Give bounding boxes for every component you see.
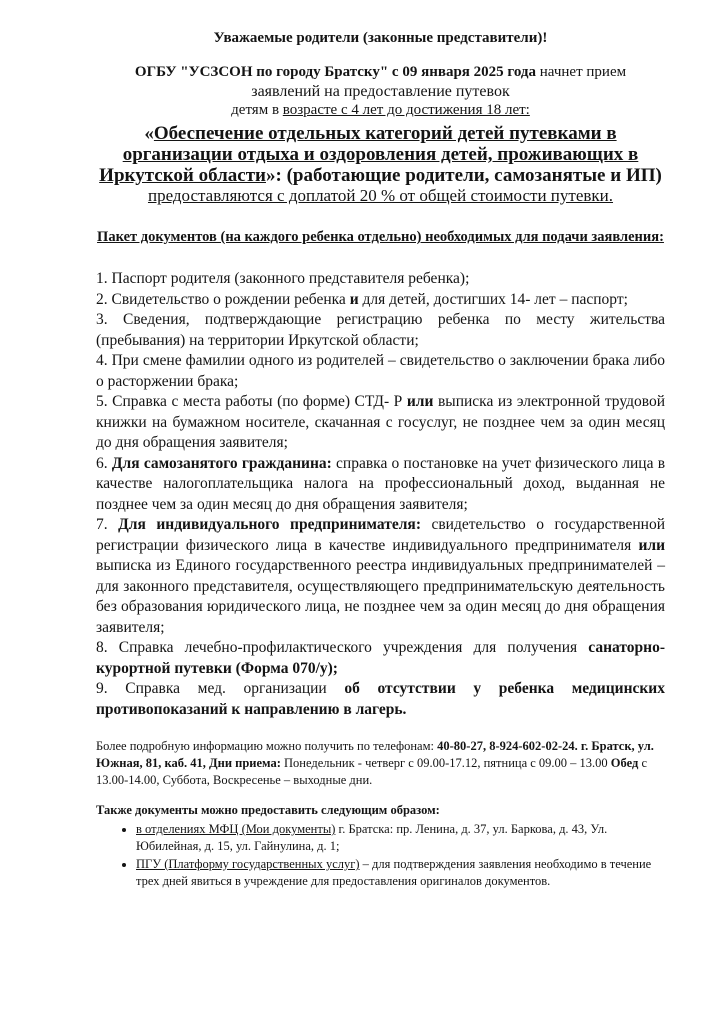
intro-age-range: возрасте с 4 лет до достижения 18 лет:	[282, 102, 530, 118]
document-item-pre: 8. Справка лечебно-профилактического учреждения для получения	[96, 639, 589, 656]
document-item-bold: Для самозанятого гражданина:	[111, 454, 332, 472]
document-item-post: выписка из электронной трудовой книжки на бумажном носителе, скачанная с госуслуг, не позднее чем за один месяц до дня обращения заявителя;	[96, 393, 666, 451]
document-item	[96, 454, 665, 516]
document-item-pre: 6.	[96, 454, 112, 472]
intro-line2: заявлений на предоставление путевок	[251, 83, 510, 100]
address: г. Братск, ул. Южная, 81, каб. 41, Дни приема:	[96, 739, 654, 770]
documents-list	[96, 269, 665, 720]
program-surcharge: предоставляются с доплатой 20 % от общей стоимости путевки.	[147, 186, 614, 205]
intro-line3-pre: детям в	[231, 102, 283, 118]
document-item-pre: 5. Справка с места работы (по форме) СТД- Р	[96, 393, 407, 410]
document-item	[96, 679, 665, 720]
document-item-bold: об отсутствии у ребенка медицинских противопоказаний к направлению в лагерь.	[96, 680, 665, 718]
document-item	[96, 638, 665, 679]
phones-label: Более подробную информацию можно получить по телефонам:	[96, 739, 438, 753]
document-item-pre: 7.	[96, 516, 119, 533]
also-heading: Также документы можно предоставить следующим образом:	[96, 803, 440, 817]
program-open-quote: «	[144, 123, 154, 144]
document-item-post2: выписка из Единого государственного реестра индивидуальных предпринимателей – для законного представителя, осуществляющего предпринимательскую деятельность без образования юридического лица, не позднее чем за один месяц до дня обращения заявителя;	[96, 557, 665, 636]
also-item-link[interactable]: в отделениях МФЦ (Мои документы)	[136, 822, 336, 836]
document-item-text: 4. При смене фамилии одного из родителей – свидетельство о заключении брака либо о расторжении брака;	[96, 352, 665, 390]
document-item-pre: 2. Свидетельство о рождении ребенка	[96, 290, 350, 308]
documents-heading: Пакет документов (на каждого ребенка отдельно) необходимых для подачи заявления:	[97, 229, 664, 245]
document-item-post: свидетельство о государственной регистрации физического лица в качестве индивидуального предпринимателя	[96, 516, 665, 554]
hours-rest: с 13.00-14.00, Суббота, Воскресенье – выходные дни.	[96, 756, 647, 787]
phones: 40-80-27, 8-924-602-02-24.	[437, 739, 578, 753]
intro-line1-rest: начнет прием	[536, 64, 627, 80]
document-item-bold: или	[406, 393, 434, 410]
intro	[96, 63, 665, 120]
lunch-label: Обед	[610, 756, 639, 770]
program-close: »: (работающие родители, самозанятые и ИП)	[266, 165, 662, 186]
also-item	[136, 821, 665, 854]
document-item	[96, 290, 665, 311]
hours-weekdays: Понедельник - четверг с 09.00-17.12, пятница с 09.00 – 13.00	[280, 756, 611, 770]
program-name: Обеспечение отдельных категорий детей путевками в организации отдыха и оздоровления детей, проживающих в Иркутской области	[99, 123, 639, 186]
intro-org-date: ОГБУ "УСЗСОН по городу Братску" с 09 января 2025 года	[134, 64, 537, 80]
also-item-text: – для подтверждения заявления необходимо в течение трех дней явиться в учреждение для предоставления оригиналов документов.	[136, 857, 652, 888]
document-item	[96, 351, 665, 392]
document-item-text: 3. Сведения, подтверждающие регистрацию ребенка по месту жительства (пребывания) на территории Иркутской области;	[96, 311, 665, 349]
also-item-text: г. Братска: пр. Ленина, д. 37, ул. Баркова, д. 43, Ул. Юбилейная, д. 15, ул. Гайнулина, д. 1;	[136, 822, 608, 853]
also-list	[96, 821, 665, 889]
document-item-bold: и	[349, 290, 359, 308]
document-item	[96, 310, 665, 351]
program-title	[96, 123, 665, 186]
greeting: Уважаемые родители (законные представители)!	[213, 30, 548, 46]
contacts	[96, 738, 665, 789]
document-item	[96, 392, 665, 454]
document-item	[96, 515, 665, 638]
document-item-bold2: или	[638, 536, 665, 554]
document-item-pre: 9. Справка мед. организации	[96, 680, 345, 697]
also-item	[136, 856, 665, 889]
also-item-link[interactable]: ПГУ (Платформу государственных услуг)	[136, 857, 360, 871]
document-item-post: для детей, достигших 14- лет – паспорт;	[358, 290, 628, 308]
document-item	[96, 269, 665, 290]
document-item-text: 1. Паспорт родителя (законного представителя ребенка);	[96, 270, 470, 287]
document-item-bold: санаторно-курортной путевки (Форма 070/у);	[96, 639, 665, 677]
document-item-post: справка о постановке на учет физического лица в качестве налогоплательщика налога на профессиональный доход, выданная не позднее чем за один месяц до дня обращения заявителя;	[96, 454, 666, 513]
document-item-bold: Для индивидуального предпринимателя:	[118, 516, 421, 533]
